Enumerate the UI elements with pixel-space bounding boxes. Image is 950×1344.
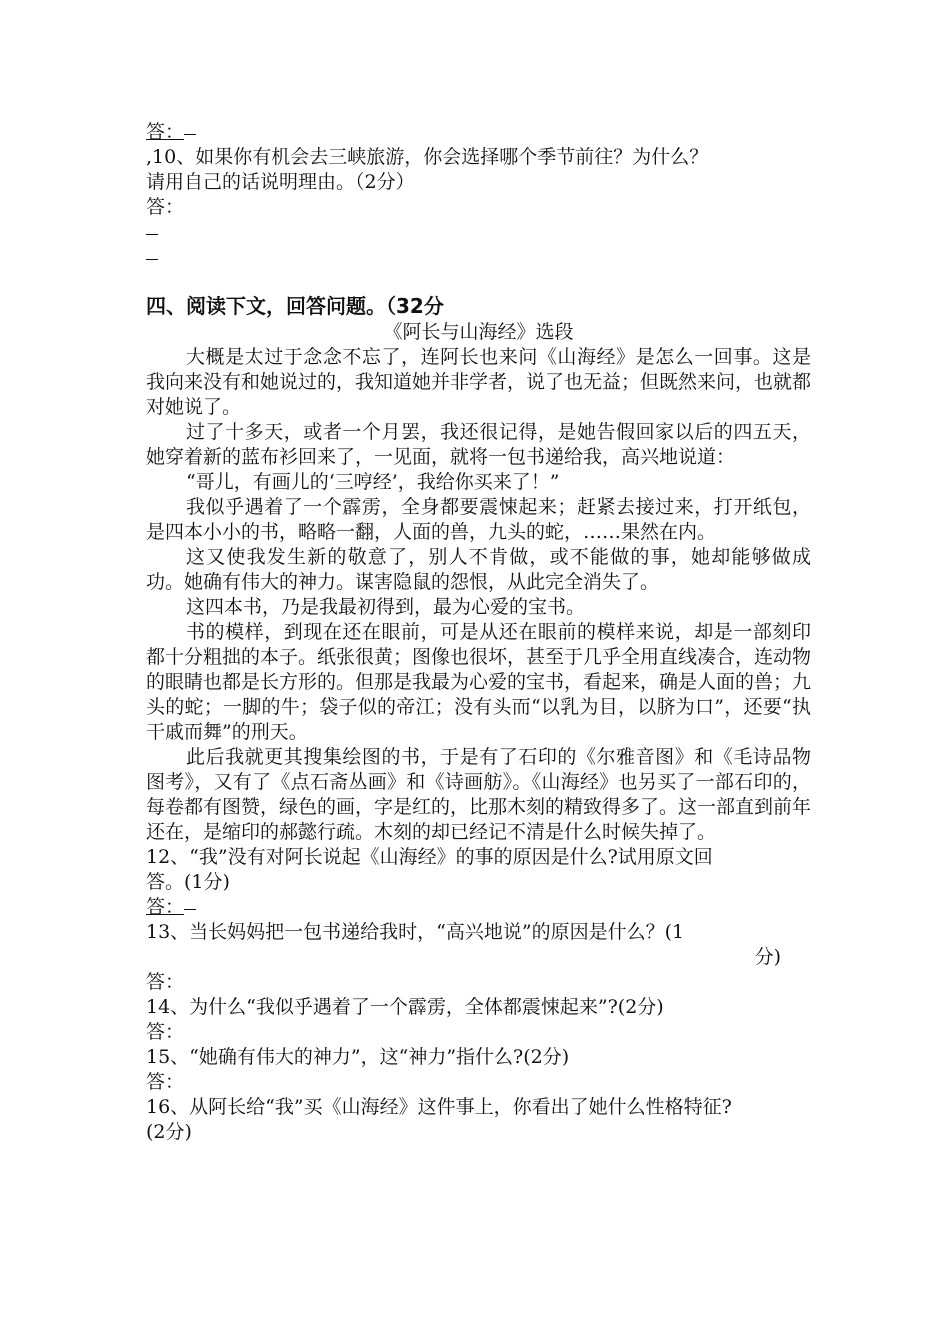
passage-paragraph: 这又使我发生新的敬意了，别人不肯做，或不能做的事，她却能够做成功。她确有伟大的神力。谋害隐鼠的怨恨，从此完全消失了。 (146, 546, 811, 593)
question-14-answer: 答： (146, 1021, 185, 1043)
question-15-answer: 答： (146, 1071, 185, 1093)
passage-paragraph: 我似乎遇着了一个霹雳，全身都要震悚起来；赶紧去接过来，打开纸包，是四本小小的书，略略一翻，人面的兽，九头的蛇，……果然在内。 (146, 496, 811, 543)
question-13: 13、当长妈妈把一包书递给我时，“高兴地说”的原因是什么？(1 (146, 921, 685, 943)
document-page (146, 120, 811, 1145)
passage-paragraph: 大概是太过于念念不忘了，连阿长也来问《山海经》是怎么一回事。这是我向来没有和她说过的，我知道她并非学者，说了也无益；但既然来问，也就都对她说了。 (146, 346, 812, 418)
passage-paragraph: 这四本书，乃是我最初得到，最为心爱的宝书。 (186, 596, 586, 618)
passage-paragraph: 书的模样，到现在还在眼前，可是从还在眼前的模样来说，却是一部刻印都十分粗拙的本子。纸张很黄；图像也很坏，甚至于几乎全用直线凑合，连动物的眼睛也都是长方形的。但那是我最为心爱的宝书，看起来，确是人面的兽；九头的蛇；一脚的牛；袋子似的帝江；没有头而“以乳为目，以脐为口”，还要“执干戚而舞”的刑天。 (146, 621, 812, 743)
q9-answer: 答： (146, 120, 811, 145)
question-16-cont: (2分) (146, 1121, 192, 1143)
question-15: 15、“她确有伟大的神力”，这“神力”指什么?(2分) (146, 1046, 570, 1068)
answer-blank-line (146, 245, 811, 270)
passage-title: 《阿长与山海经》选段 (383, 321, 574, 343)
q10-line1: ,10、如果你有机会去三峡旅游，你会选择哪个季节前往？为什么？ (146, 146, 709, 168)
question-14: 14、为什么“我似乎遇着了一个霹雳，全体都震悚起来”?(2分) (146, 996, 664, 1018)
section-heading: 四、阅读下文，回答问题。（32分 (146, 294, 444, 318)
q10-line2: 请用自己的话说明理由。（2分） (146, 171, 415, 193)
question-12-cont: 答。(1分) (146, 871, 230, 893)
passage-paragraph: 过了十多天，或者一个月罢，我还很记得，是她告假回家以后的四五天，她穿着新的蓝布衫回来了，一见面，就将一包书递给我，高兴地说道： (146, 421, 811, 468)
question-13-cont: 分) (754, 946, 781, 968)
q10-answer: 答： (146, 196, 185, 218)
question-12: 12、“我”没有对阿长说起《山海经》的事的原因是什么?试用原文回 (146, 846, 713, 868)
passage-paragraph: “哥儿，有画儿的‘三哼经’，我给你买来了！” (186, 471, 560, 493)
question-13-answer: 答： (146, 971, 185, 993)
answer-blank (184, 120, 196, 135)
passage-paragraph: 此后我就更其搜集绘图的书，于是有了石印的《尔雅音图》和《毛诗品物图考》，又有了《点石斋丛画》和《诗画舫》。《山海经》也另买了一部石印的，每卷都有图赞，绿色的画，字是红的，比那木刻的精致得多了。这一部直到前年还在，是缩印的郝懿行疏。木刻的却已经记不清是什么时候失掉了。 (146, 746, 812, 843)
question-12-answer: 答： (146, 895, 811, 920)
question-16: 16、从阿长给“我”买《山海经》这件事上，你看出了她什么性格特征? (146, 1096, 732, 1118)
answer-blank-line (146, 220, 811, 245)
